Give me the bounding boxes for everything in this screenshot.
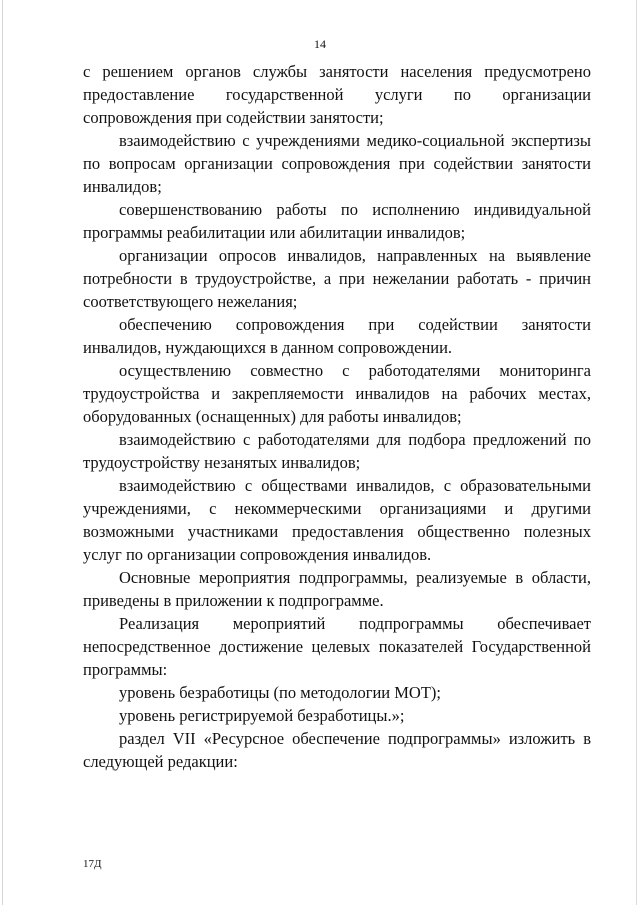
- paragraph: раздел VII «Ресурсное обеспечение подпрограммы» изложить в следующей редакции:: [83, 729, 591, 771]
- paragraph: взаимодействию с работодателями для подбора предложений по трудоустройству незанятых инвалидов;: [83, 430, 591, 472]
- paragraph: осуществлению совместно с работодателями мониторинга трудоустройства и закрепляемости инвалидов на рабочих местах, оборудованных (оснащенных) для работы инвалидов;: [83, 361, 591, 426]
- footer-code: 17Д: [83, 858, 102, 870]
- paragraph: Основные мероприятия подпрограммы, реализуемые в области, приведены в приложении к подпрограмме.: [83, 568, 591, 610]
- paragraph: организации опросов инвалидов, направленных на выявление потребности в трудоустройстве, а при нежелании работать - причин соответствующего нежелания;: [83, 246, 591, 311]
- paragraph: взаимодействию с учреждениями медико-социальной экспертизы по вопросам организации сопровождения при содействии занятости инвалидов;: [83, 131, 591, 196]
- paragraph: с решением органов службы занятости населения предусмотрено предоставление государственной услуги по организации сопровождения при содействии занятости;: [83, 62, 591, 127]
- paragraph: Реализация мероприятий подпрограммы обеспечивает непосредственное достижение целевых показателей Государственной программы:: [83, 614, 591, 679]
- paragraph: уровень регистрируемой безработицы.»;: [119, 706, 405, 725]
- document-body: [83, 60, 591, 773]
- paragraph: совершенствованию работы по исполнению индивидуальной программы реабилитации или абилитации инвалидов;: [83, 200, 591, 242]
- scan-edge-left: [2, 0, 3, 905]
- paragraph: обеспечению сопровождения при содействии занятости инвалидов, нуждающихся в данном сопровождении.: [83, 315, 591, 357]
- paragraph: взаимодействию с обществами инвалидов, с образовательными учреждениями, с некоммерческими организациями и другими возможными участниками предоставления общественно полезных услуг по организации сопровождения инвалидов.: [83, 476, 591, 564]
- paragraph: уровень безработицы (по методологии МОТ);: [119, 683, 441, 702]
- page-number: 14: [314, 37, 326, 51]
- scan-edge-right: [636, 0, 637, 905]
